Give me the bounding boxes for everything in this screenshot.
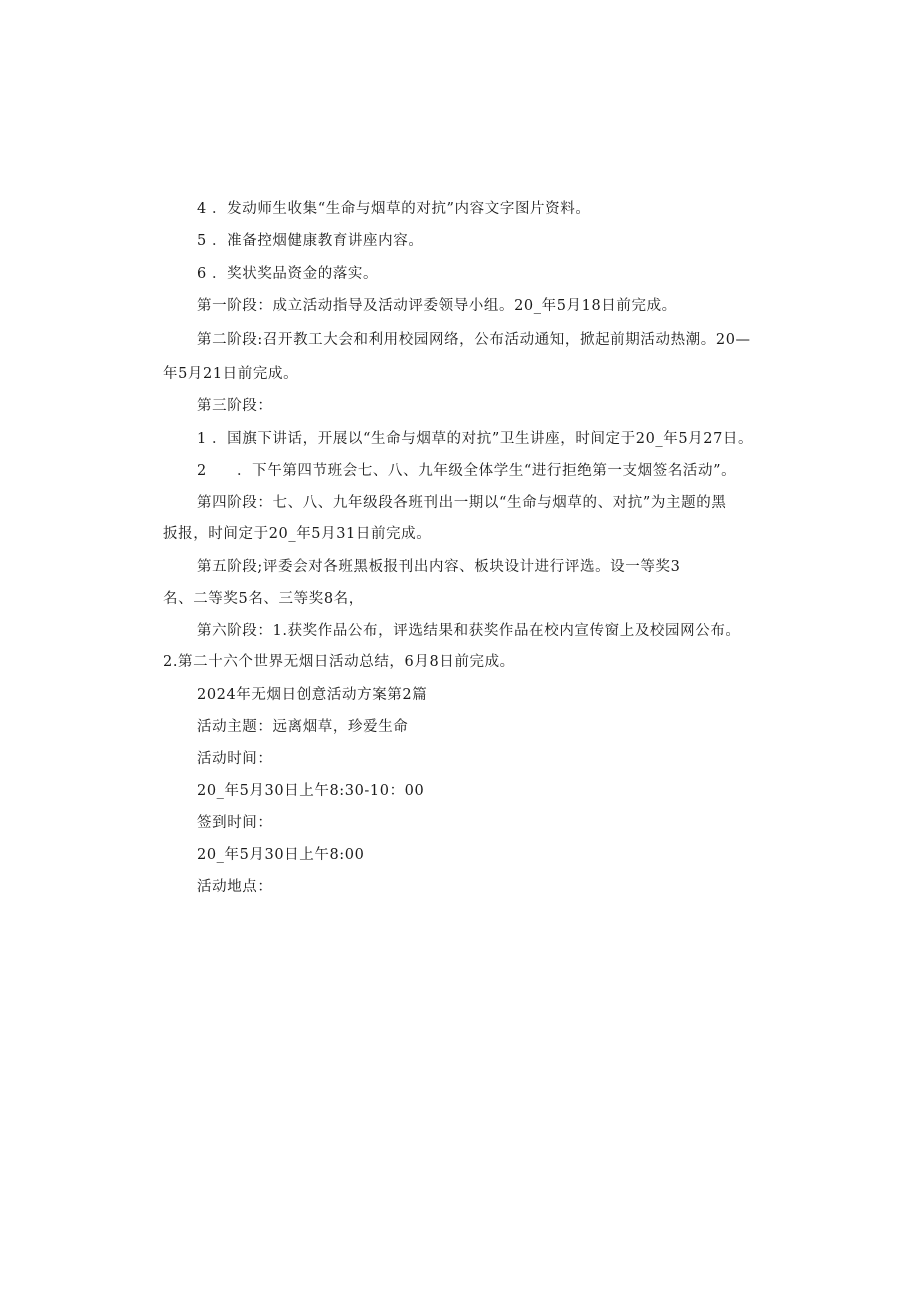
stage-two-paragraph-cont: 年5月21日前完成。 — [163, 366, 299, 382]
stage-five-paragraph: 第五阶段;评委会对各班黑板报刊出内容、板块设计进行评选。设一等奖3 — [197, 559, 681, 575]
activity-theme: 活动主题：远离烟草，珍爱生命 — [197, 719, 409, 735]
signin-time-label: 签到时间： — [197, 815, 273, 831]
stage-five-paragraph-cont: 名、二等奖5名、三等奖8名， — [163, 591, 364, 607]
stage-six-paragraph-cont: 2.第二十六个世界无烟日活动总结，6月8日前完成。 — [163, 654, 515, 670]
stage-three-item-2: 2 ．下午第四节班会七、八、九年级全体学生“进行拒绝第一支烟签名活动”。 — [197, 463, 737, 479]
stage-three-heading: 第三阶段： — [197, 398, 273, 414]
stage-six-paragraph: 第六阶段：1.获奖作品公布，评选结果和获奖作品在校内宣传窗上及校园网公布。 — [197, 623, 741, 639]
stage-four-paragraph-cont: 扳报，时间定于20_年5月31日前完成。 — [163, 526, 432, 542]
stage-four-paragraph: 第四阶段：七、八、九年级段各班刊出一期以“生命与烟草的、对抗”为主题的黑 — [197, 495, 727, 511]
signin-time-value: 20_年5月30日上午8:00 — [197, 847, 365, 863]
activity-location-label: 活动地点： — [197, 879, 273, 895]
list-item-6: 6 ．奖状奖品资金的落实。 — [197, 266, 379, 282]
section-title: 2024年无烟日创意活动方案第2篇 — [197, 687, 428, 703]
activity-time-value: 20_年5月30日上午8:30-10：00 — [197, 783, 425, 799]
activity-time-label: 活动时间： — [197, 751, 273, 767]
stage-three-item-1: 1 ．国旗下讲话，开展以“生命与烟草的对抗”卫生讲座，时间定于20_年5月27日。 — [197, 431, 754, 447]
list-item-4: 4 ．发动师生收集“生命与烟草的对抗”内容文字图片资料。 — [197, 201, 591, 217]
stage-two-paragraph: 第二阶段:召开教工大会和利用校园网络，公布活动通知，掀起前期活动热潮。20— — [197, 332, 751, 348]
list-item-5: 5 ．准备控烟健康教育讲座内容。 — [197, 233, 424, 249]
stage-one-paragraph: 第一阶段：成立活动指导及活动评委领导小组。20_年5月18日前完成。 — [197, 298, 677, 314]
